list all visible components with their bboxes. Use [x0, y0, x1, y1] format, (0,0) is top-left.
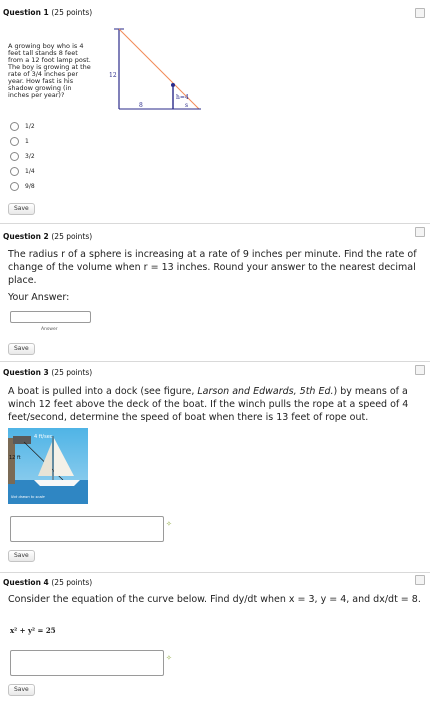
question-3-text [8, 385, 426, 424]
radio-icon[interactable] [10, 167, 19, 176]
curve-equation: x² + y² = 25 [10, 626, 56, 635]
answer-input[interactable] [10, 516, 164, 542]
save-button[interactable]: Save [8, 684, 35, 696]
radio-icon[interactable] [10, 137, 19, 146]
option-label: 3/2 [25, 152, 35, 160]
question-2 [0, 224, 430, 362]
spellcheck-icon[interactable]: ✧ [166, 654, 172, 662]
question-3 [0, 362, 430, 573]
answer-input[interactable] [10, 311, 91, 323]
image-caption: Not drawn to scale [11, 495, 45, 499]
question-1-points: (25 points) [51, 8, 93, 17]
question-2-header [3, 232, 92, 241]
your-answer-label: Your Answer: [8, 292, 70, 303]
option-2[interactable] [10, 136, 29, 146]
flag-icon[interactable] [415, 227, 425, 237]
radio-icon[interactable] [10, 152, 19, 161]
flag-icon[interactable] [415, 365, 425, 375]
question-1-text: A growing boy who is 4 feet tall stands 8 feet from a 12 foot lamp post. The boy is growing at the rate of 3/4 inches per year. How fast is his shadow growing (in inches per year)? [8, 42, 91, 99]
shadow-length-label: s [185, 102, 189, 109]
radio-icon[interactable] [10, 122, 19, 131]
base-distance-label: 8 [139, 102, 143, 109]
option-5[interactable] [10, 181, 35, 191]
question-1 [0, 0, 430, 224]
question-2-points: (25 points) [51, 232, 93, 241]
question-2-text: The radius r of a sphere is increasing at a rate of 9 inches per minute. Find the rate of change of the volume when r = 13 inches. Round your answer to the nearest decimal place. [8, 249, 417, 286]
radio-icon[interactable] [10, 182, 19, 191]
question-3-text-source: Larson and Edwards, 5th Ed. [197, 386, 334, 397]
boy-height-label: h=4 [176, 94, 189, 101]
flag-icon[interactable] [415, 575, 425, 585]
option-label: 1/4 [25, 167, 35, 175]
question-4-points: (25 points) [51, 578, 93, 587]
option-4[interactable] [10, 166, 35, 176]
post-height-label: 12 [109, 72, 117, 79]
option-1[interactable] [10, 121, 35, 131]
question-1-title: Question 1 [3, 8, 49, 17]
question-1-header [3, 8, 92, 17]
option-label: 1 [25, 137, 29, 145]
question-3-points: (25 points) [51, 368, 93, 377]
winch-height-label: 12 ft [9, 455, 21, 461]
rope-rate-label: 4 ft/sec [34, 434, 53, 440]
option-label: 9/8 [25, 182, 35, 190]
spellcheck-icon[interactable]: ✧ [166, 520, 172, 528]
question-2-title: Question 2 [3, 232, 49, 241]
question-4-header [3, 578, 92, 587]
option-3[interactable] [10, 151, 35, 161]
question-3-header [3, 368, 92, 377]
lamp-post-figure [96, 25, 211, 115]
question-4-title: Question 4 [3, 578, 49, 587]
question-4-text: Consider the equation of the curve below. Find dy/dt when x = 3, y = 4, and dx/dt = 8. [8, 594, 421, 605]
question-3-text-part: A boat is pulled into a dock (see figure, [8, 386, 198, 397]
answer-input[interactable] [10, 650, 164, 676]
save-button[interactable]: Save [8, 550, 35, 562]
question-4 [0, 573, 430, 703]
answer-caption: Answer [41, 327, 58, 332]
boat-dock-image [8, 428, 88, 504]
question-3-text-part: ) by means of a winch 12 feet above the deck of the boat. If the winch pulls the rope at a speed of 4 feet/second, determine the speed of boat when there is 13 feet of rope out. [8, 386, 409, 423]
question-3-title: Question 3 [3, 368, 49, 377]
save-button[interactable]: Save [8, 343, 35, 355]
flag-icon[interactable] [415, 8, 425, 18]
save-button[interactable]: Save [8, 203, 35, 215]
option-label: 1/2 [25, 122, 35, 130]
